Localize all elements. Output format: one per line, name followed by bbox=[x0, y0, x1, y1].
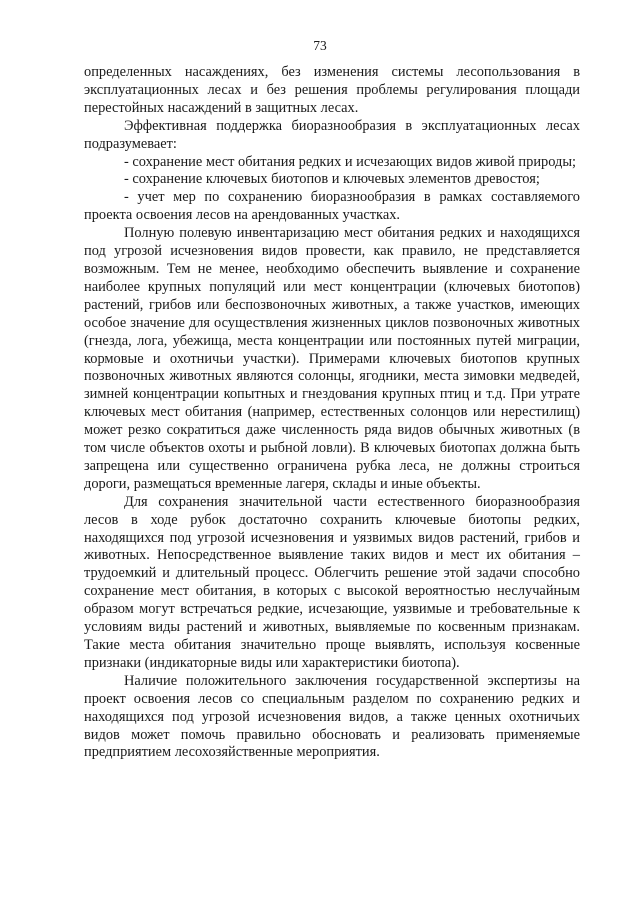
paragraph: Полную полевую инвентаризацию мест обитания редких и находящихся под угрозой исчезновения видов провести, как правило, не представляется возможным. Тем не менее, необходимо обеспечить выявление и сохранение наиболее крупных популяций или мест концентрации (ключевых биотопов) растений, грибов или беспозвоночных животных, а также участков, имеющих особое значение для осуществления жизненных циклов позвоночных животных (гнезда, лога, убежища, места концентрации или постоянных путей миграции, кормовые и охотничьи участки). Примерами ключевых биотопов крупных позвоночных животных являются солонцы, ягодники, места зимовки медведей, зимней концентрации копытных и гнездования крупных птиц и т.д. При утрате ключевых мест обитания (например, естественных солонцов или нерестилищ) может резко сократиться даже численность ряда видов обычных животных (в том числе объектов охоты и рыбной ловли). В ключевых биотопах должна быть запрещена или существенно ограничена рубка леса, не должны строиться дороги, размещаться временные лагеря, склады и иные объекты. bbox=[84, 225, 580, 492]
page-number: 73 bbox=[313, 38, 327, 53]
list-item: - сохранение мест обитания редких и исчезающих видов живой природы; bbox=[124, 153, 576, 170]
paragraph: определенных насаждениях, без изменения системы лесопользования в эксплуатационных лесах и без решения проблемы регулирования площади перестойных насаждений в защитных лесах. bbox=[84, 64, 580, 116]
body-text bbox=[84, 64, 580, 762]
paragraph: Эффективная поддержка биоразнообразия в эксплуатационных лесах подразумевает: bbox=[84, 117, 580, 152]
paragraph: Для сохранения значительной части естественного биоразнообразия лесов в ходе рубок достаточно сохранить ключевые биотопы редких, находящихся под угрозой исчезновения и уязвимых видов растений, грибов и животных. Непосредственное выявление таких видов и мест их обитания – трудоемкий и длительный процесс. Облегчить решение этой задачи способно сохранение мест обитания, в которых с высокой вероятностью неслучайным образом могут встречаться редкие, исчезающие, уязвимые и требовательные к условиям виды растений и животных, выявляемые по косвенным признакам. Такие места обитания значительно проще выявлять, используя косвенные признаки (индикаторные виды или характеристики биотопа). bbox=[84, 493, 580, 671]
list-item: - учет мер по сохранению биоразнообразия в рамках составляемого проекта освоения лесов на арендованных участках. bbox=[84, 189, 580, 224]
paragraph: Наличие положительного заключения государственной экспертизы на проект освоения лесов со специальным разделом по сохранению редких и находящихся под угрозой исчезновения видов, а также ценных охотничьих видов может помочь правильно обосновать и реализовать применяемые предприятием лесохозяйственные мероприятия. bbox=[84, 672, 580, 761]
list-item: - сохранение ключевых биотопов и ключевых элементов древостоя; bbox=[124, 171, 540, 188]
